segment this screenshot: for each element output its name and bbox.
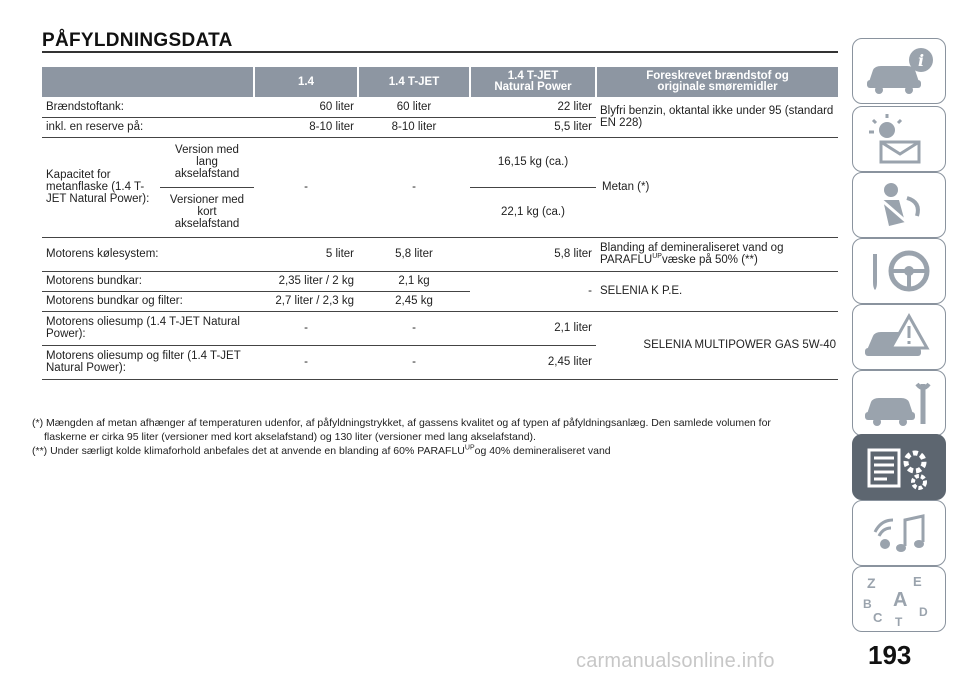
watermark: carmanualsonline.info xyxy=(576,650,775,672)
cell-value: 5,5 liter xyxy=(470,117,596,137)
cell-value: 8-10 liter xyxy=(254,117,358,137)
table-row xyxy=(42,237,838,271)
tab-warning-lights[interactable] xyxy=(852,106,946,172)
header-natural-power: 1.4 T-JET Natural Power xyxy=(470,67,596,97)
cell-value: 60 liter xyxy=(358,97,470,117)
svg-text:E: E xyxy=(913,574,922,589)
cell-value: - xyxy=(358,311,470,345)
tab-emergency[interactable] xyxy=(852,304,946,370)
cell-value: 2,1 liter xyxy=(470,311,596,345)
methane-spec: Metan (*) xyxy=(596,137,838,237)
svg-text:D: D xyxy=(919,605,928,619)
oil-spec: SELENIA K P.E. xyxy=(596,271,838,311)
header-empty xyxy=(42,67,254,97)
cell-value: 2,45 liter xyxy=(470,345,596,379)
warning-lights-icon xyxy=(859,112,939,166)
title-rule xyxy=(42,51,838,53)
cell-value: - xyxy=(254,311,358,345)
table-row xyxy=(42,97,838,117)
page-number: 193 xyxy=(868,640,912,670)
cell-value: - xyxy=(254,137,358,237)
tab-index[interactable] xyxy=(852,566,946,632)
cell-value: 2,7 liter / 2,3 kg xyxy=(254,291,358,311)
svg-text:C: C xyxy=(873,610,883,625)
cell-value: 2,45 kg xyxy=(358,291,470,311)
cell-value: 22 liter xyxy=(470,97,596,117)
tab-multimedia[interactable] xyxy=(852,500,946,566)
tab-car-info[interactable] xyxy=(852,38,946,104)
fuel-spec: Blyfri benzin, oktantal ikke under 95 (standard EN 228) xyxy=(596,97,838,137)
sub-label: Version med lang akselafstand xyxy=(160,137,254,187)
header-1-4-tjet: 1.4 T-JET xyxy=(358,67,470,97)
svg-text:Z: Z xyxy=(867,575,876,591)
cell-value: 2,35 liter / 2 kg xyxy=(254,271,358,291)
technical-data-icon xyxy=(859,440,939,494)
cell-value: 8-10 liter xyxy=(358,117,470,137)
row-label: Motorens bundkar og filter: xyxy=(42,291,254,311)
index-icon xyxy=(859,572,939,626)
row-label: Motorens oliesump og filter (1.4 T-JET Natural Power): xyxy=(42,345,254,379)
steering-wheel-icon xyxy=(859,244,939,298)
cell-value: - xyxy=(358,137,470,237)
header-1-4: 1.4 xyxy=(254,67,358,97)
row-label: Motorens oliesump (1.4 T-JET Natural Power): xyxy=(42,311,254,345)
svg-text:B: B xyxy=(863,597,872,611)
cell-value: 22,1 kg (ca.) xyxy=(470,187,596,237)
tab-maintenance[interactable] xyxy=(852,370,946,436)
table-row xyxy=(42,271,838,291)
footnote-cold-climate: (**) Under særligt kolde klimaforhold anbefales det at anvende en blanding af 60% $PARAFLU^{UP}og$ 40% demineraliseret vand xyxy=(32,444,611,457)
row-label: inkl. en reserve på: xyxy=(42,117,254,137)
svg-text:A: A xyxy=(893,589,908,611)
multimedia-icon xyxy=(859,506,939,560)
capacity-table xyxy=(42,67,838,380)
svg-text:T: T xyxy=(895,615,903,626)
table-row xyxy=(42,137,838,187)
emergency-icon xyxy=(859,310,939,364)
tab-safety[interactable] xyxy=(852,172,946,238)
footnote-methane: (*) Mængden af metan afhænger af temperaturen udenfor, af påfyldningstrykket, af gassens kvalitet og af typen af påfyldningsanlæg. Den samlede volumen for xyxy=(32,417,771,429)
tab-starting-driving[interactable] xyxy=(852,238,946,304)
table-header-row xyxy=(42,67,838,97)
cell-value: - xyxy=(358,345,470,379)
safety-airbag-icon xyxy=(859,178,939,232)
cell-value: 60 liter xyxy=(254,97,358,117)
header-fuel-lubricants: Foreskrevet brændstof og originale smøremidler xyxy=(596,67,838,97)
row-label: Motorens bundkar: xyxy=(42,271,254,291)
cell-value: 5 liter xyxy=(254,237,358,271)
row-label: Motorens kølesystem: xyxy=(42,237,254,271)
cell-value: 5,8 liter xyxy=(470,237,596,271)
svg-text:i: i xyxy=(918,51,925,70)
coolant-spec: Blanding af demineraliseret vand og $PARAFLU^{UP}væske$ på 50% (**) xyxy=(596,237,838,271)
row-label: Kapacitet for metanflaske (1.4 T-JET Natural Power): xyxy=(42,137,160,237)
cell-value: 5,8 liter xyxy=(358,237,470,271)
cell-value: - xyxy=(254,345,358,379)
cell-value: 16,15 kg (ca.) xyxy=(470,137,596,187)
car-info-icon xyxy=(859,44,939,98)
row-label: Brændstoftank: xyxy=(42,97,254,117)
sub-label: Versioner med kort akselafstand xyxy=(160,187,254,237)
tab-technical-data[interactable] xyxy=(852,434,946,500)
cell-value: 2,1 kg xyxy=(358,271,470,291)
page-title: PÅFYLDNINGSDATA xyxy=(42,30,233,51)
oil-spec: SELENIA MULTIPOWER GAS 5W-40 xyxy=(596,311,838,379)
footnote-methane-cont: flaskerne er cirka 95 liter (versioner med kort akselafstand) og 130 liter (versioner med lang akselafstand). xyxy=(44,431,536,443)
table-row xyxy=(42,311,838,345)
footnotes xyxy=(32,416,838,458)
car-maintenance-icon xyxy=(859,376,939,430)
cell-value: - xyxy=(470,271,596,311)
